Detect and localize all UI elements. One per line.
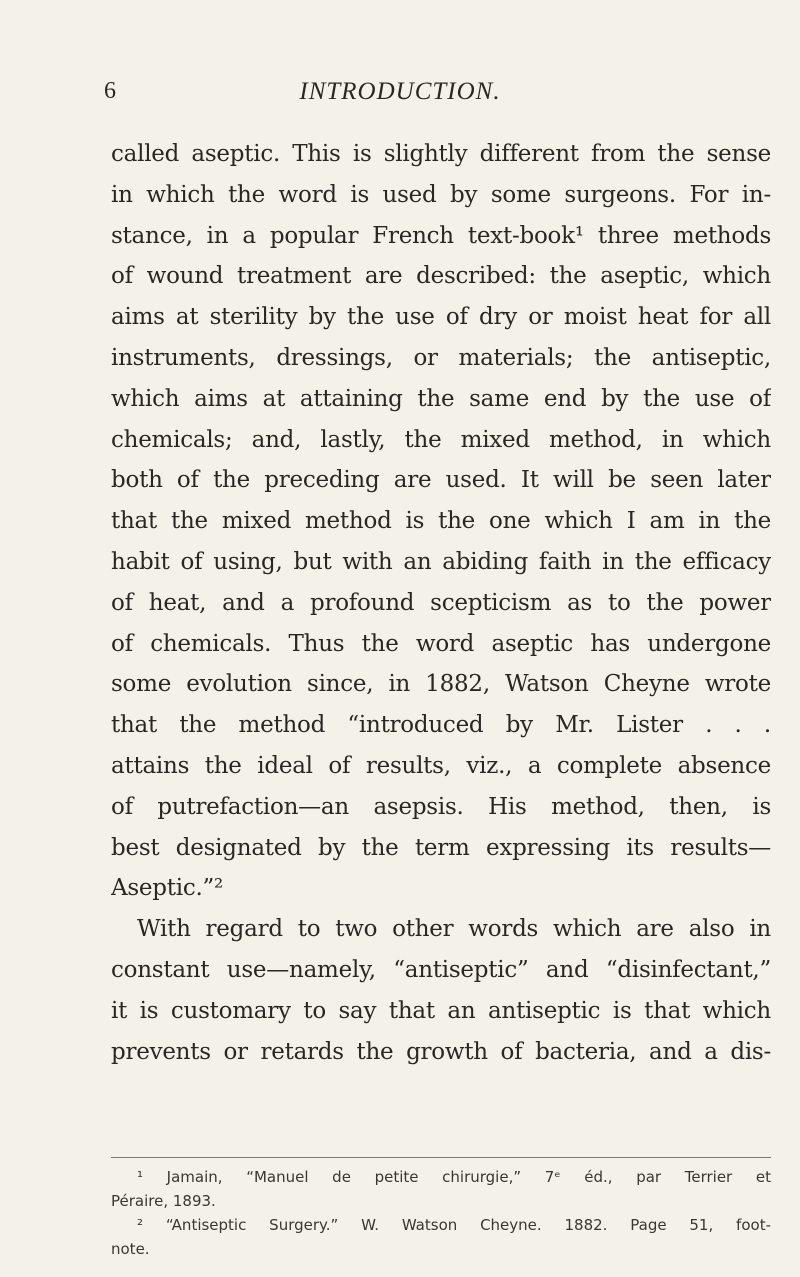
body-text: [111, 134, 771, 1072]
text-line: both of the preceding are used. It will be seen later: [111, 467, 771, 494]
footnote-line: note.: [111, 1240, 150, 1258]
text-line: With regard to two other words which are also in: [137, 916, 771, 943]
text-line: constant use—namely, “antiseptic” and “disinfectant,”: [111, 956, 771, 983]
text-line: of wound treatment are described: the aseptic, which: [111, 263, 771, 290]
footnotes: [111, 1165, 771, 1261]
footnote-line: ¹ Jamain, “Manuel de petite chirurgie,” 7ᵉ éd., par Terrier et: [137, 1168, 771, 1186]
text-line: it is customary to say that an antiseptic is that which: [111, 997, 771, 1024]
text-line: that the mixed method is the one which I am in the: [111, 508, 771, 535]
text-line: habit of using, but with an abiding faith in the efficacy: [111, 548, 771, 575]
footnote-divider: [111, 1157, 771, 1158]
running-title: INTRODUCTION.: [299, 78, 501, 105]
text-line: stance, in a popular French text-book¹ three methods: [111, 222, 771, 249]
text-line: aims at sterility by the use of dry or moist heat for all: [111, 304, 771, 331]
text-line: in which the word is used by some surgeons. For in-: [111, 181, 771, 208]
text-line: chemicals; and, lastly, the mixed method, in which: [111, 426, 771, 453]
text-line: of chemicals. Thus the word aseptic has undergone: [111, 630, 771, 657]
text-line: instruments, dressings, or materials; the antiseptic,: [111, 344, 771, 371]
text-line: Aseptic.”²: [111, 875, 224, 902]
text-line: which aims at attaining the same end by the use of: [111, 385, 771, 412]
page-header: [0, 78, 800, 114]
text-line: of putrefaction—an asepsis. His method, then, is: [111, 793, 771, 820]
text-line: prevents or retards the growth of bacteria, and a dis-: [111, 1038, 771, 1065]
text-line: some evolution since, in 1882, Watson Cheyne wrote: [111, 671, 771, 698]
text-line: of heat, and a profound scepticism as to the power: [111, 589, 771, 616]
text-line: attains the ideal of results, viz., a complete absence: [111, 752, 771, 779]
page-number: 6: [104, 78, 116, 104]
text-line: that the method “introduced by Mr. Lister . . .: [111, 712, 771, 739]
footnote-line: ² “Antiseptic Surgery.” W. Watson Cheyne. 1882. Page 51, foot-: [137, 1216, 771, 1234]
footnote-line: Péraire, 1893.: [111, 1192, 216, 1210]
text-line: called aseptic. This is slightly different from the sense: [111, 141, 771, 167]
text-line: best designated by the term expressing its results—: [111, 834, 771, 861]
